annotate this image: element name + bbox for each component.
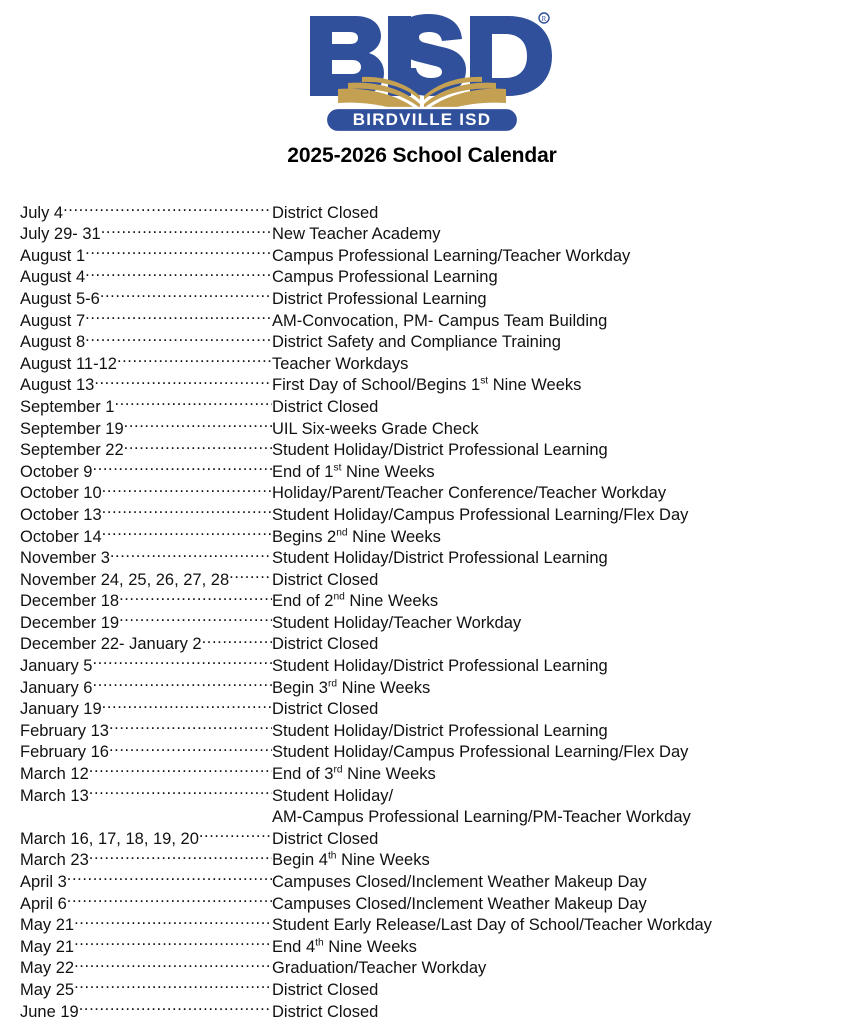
bisd-wordmark-shape [310,14,552,96]
calendar-entry-list [0,196,844,1021]
calendar-entry-description: End of 2nd Nine Weeks [272,591,439,611]
calendar-entry-date: April 6 [20,894,67,913]
dot-leader [67,865,272,887]
dot-leader [109,714,272,736]
dot-leader [63,196,272,218]
calendar-entry-description: AM-Campus Professional Learning/PM-Teacher Workday [272,808,691,827]
calendar-entry-date: September 1 [20,397,115,416]
calendar-entry-description: Begins 2nd Nine Weeks [272,527,441,546]
calendar-entry-description: Campus Professional Learning [272,268,498,287]
calendar-entry-date: August 4 [20,268,86,287]
dot-leader [92,455,272,477]
dot-leader [92,671,272,693]
calendar-entry-description: Campuses Closed/Inclement Weather Makeup Day [272,894,647,913]
calendar-entry-description: Campus Professional Learning/Teacher Workday [272,246,631,265]
calendar-entry-date: October 13 [20,505,102,524]
dot-leader [102,477,272,499]
calendar-entry-date: June 19 [20,1002,79,1021]
dot-leader [94,369,272,391]
dot-leader [124,412,272,434]
calendar-entry-description: District Closed [272,700,379,719]
calendar-entry-date: May 22 [20,959,75,978]
calendar-entry-date: December 19 [20,613,120,632]
calendar-entry-description: District Professional Learning [272,289,487,308]
calendar-entry-date: August 13 [20,376,95,395]
calendar-entry-description: End of 3rd Nine Weeks [272,764,436,784]
calendar-entry-description: District Closed [272,1002,379,1021]
calendar-entry-date: October 14 [20,527,102,546]
calendar-entry-date: December 18 [20,592,120,611]
calendar-entry-date: May 21 [20,937,75,956]
calendar-entry-date: January 19 [20,700,102,719]
calendar-entry-date: October 10 [20,484,102,503]
calendar-entry-date: August 8 [20,333,86,352]
calendar-entry-date: July 29- 31 [20,225,101,244]
page-title: 2025-2026 School Calendar [287,144,557,167]
calendar-entry-date: February 16 [20,743,109,762]
calendar-entry-description: Student Holiday/District Professional Learning [272,441,608,460]
dot-leader [85,326,272,348]
calendar-entry-date: November 3 [20,549,110,568]
dot-leader [202,628,272,650]
dot-leader [74,952,272,974]
dot-leader [114,390,272,412]
calendar-entry-description: Student Holiday/District Professional Learning [272,549,608,568]
dot-leader [74,909,272,931]
calendar-entry-description: Teacher Workdays [272,354,409,373]
dot-leader [89,779,272,801]
calendar-entry-date: September 22 [20,441,124,460]
calendar-entry-description: Graduation/Teacher Workday [272,959,487,978]
calendar-entry-description: District Closed [272,635,379,654]
dot-leader [119,585,272,607]
calendar-entry-description: New Teacher Academy [272,225,441,244]
dot-leader [124,434,272,456]
calendar-entry-date: December 22- January 2 [20,635,202,654]
calendar-entry-description: Student Holiday/Campus Professional Learning/Flex Day [272,505,689,524]
calendar-entry-date: August 7 [20,311,86,330]
dot-leader [92,649,272,671]
calendar-entry-description: District Closed [272,570,379,589]
calendar-entry-description: Holiday/Parent/Teacher Conference/Teacher Workday [272,484,667,503]
calendar-entry-description: Student Early Release/Last Day of School/Teacher Workday [272,916,712,935]
banner-label: BIRDVILLE ISD [352,110,492,129]
calendar-entry-description: District Safety and Compliance Training [272,333,561,352]
dot-leader [110,542,272,564]
calendar-entry-description: Student Holiday/District Professional Learning [272,657,608,676]
calendar-entry-date: March 13 [20,786,89,805]
calendar-entry-description: District Closed [272,397,379,416]
dot-leader [74,930,272,952]
dot-leader [199,822,272,844]
dot-leader [102,693,272,715]
calendar-entry-date: August 5-6 [20,289,100,308]
dot-leader [89,844,272,866]
calendar-entry-description: Student Holiday/ [272,786,394,805]
calendar-entry-date: March 23 [20,851,89,870]
calendar-entry-date: January 6 [20,678,93,697]
calendar-entry-description: District Closed [272,829,379,848]
dot-leader [109,736,272,758]
calendar-entry-date: October 9 [20,462,93,481]
dot-leader [119,606,272,628]
calendar-entry-description: Student Holiday/District Professional Learning [272,721,608,740]
calendar-entry-description: Begin 4th Nine Weeks [272,850,430,870]
dot-leader [101,218,272,240]
dot-leader [229,563,272,585]
calendar-entry-date: March 12 [20,765,89,784]
calendar-entry-date: May 21 [20,916,75,935]
dot-leader [89,757,272,779]
calendar-entry-row [20,196,832,222]
svg-text:R: R [541,15,547,23]
calendar-entry-date: August 11-12 [20,354,117,373]
calendar-entry-description: End of 1st Nine Weeks [272,462,435,481]
dot-leader [67,887,272,909]
district-logo-block [0,0,844,134]
calendar-entry-description: Begin 3rd Nine Weeks [272,678,431,697]
calendar-entry-description: UIL Six-weeks Grade Check [272,419,479,438]
dot-leader [117,347,272,369]
calendar-entry-description: District Closed [272,203,379,222]
calendar-entry-description: First Day of School/Begins 1st Nine Weeks [272,375,582,395]
calendar-entry-date: July 4 [20,203,64,222]
calendar-entry-description: Campuses Closed/Inclement Weather Makeup Day [272,873,647,891]
registered-trademark-icon [539,13,549,23]
calendar-entry-date: November 24, 25, 26, 27, 28 [20,570,230,589]
calendar-entry-description: AM-Convocation, PM- Campus Team Building [272,311,608,330]
calendar-entry-date: May 25 [20,980,75,999]
calendar-entry-date: August 1 [20,246,86,265]
calendar-entry-date: February 13 [20,721,109,740]
calendar-entry-description: District Closed [272,980,379,999]
calendar-entry-date: April 3 [20,873,67,891]
calendar-entry-date: March 16, 17, 18, 19, 20 [20,829,199,848]
calendar-entry-date: September 19 [20,419,124,438]
calendar-entry-description: Student Holiday/Teacher Workday [272,613,522,632]
dot-leader [85,261,272,283]
dot-leader [85,239,272,261]
calendar-entry-description: End 4th Nine Weeks [272,937,417,956]
dot-leader [102,520,272,542]
dot-leader [85,304,272,326]
calendar-entry-date: January 5 [20,657,93,676]
dot-leader [79,995,272,1017]
dot-leader [100,282,272,304]
bisd-logo [292,8,552,134]
calendar-entry-description: Student Holiday/Campus Professional Learning/Flex Day [272,743,689,762]
dot-leader [74,973,272,995]
dot-leader [102,498,272,520]
